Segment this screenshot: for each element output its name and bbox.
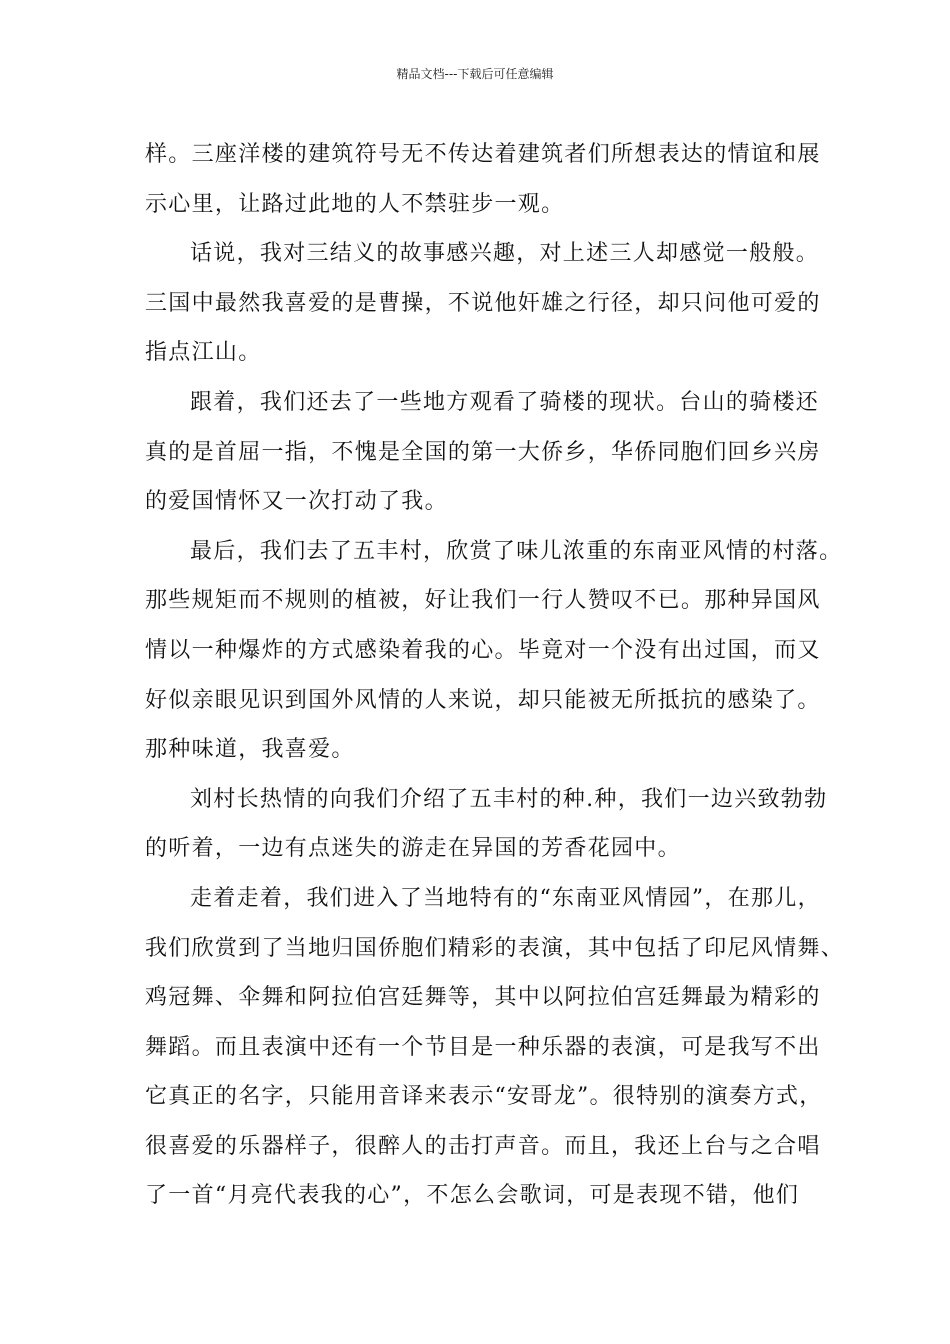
- text-line: 样。三座洋楼的建筑符号无不传达着建筑者们所想表达的情谊和展: [145, 142, 821, 167]
- text-line: 很喜爱的乐器样子，很醉人的击打声音。而且，我还上台与之合唱: [145, 1133, 821, 1159]
- text-line: 真的是首屈一指，不愧是全国的第一大侨乡，华侨同胞们回乡兴房: [145, 439, 821, 465]
- text-line: 那种味道，我喜爱。: [145, 737, 355, 763]
- text-line: 了一首“月亮代表我的心”，不怎么会歌词，可是表现不错，他们: [145, 1183, 800, 1209]
- text-line: 那些规矩而不规则的植被，好让我们一行人赞叹不已。那种异国风: [145, 588, 821, 614]
- text-line: 话说，我对三结义的故事感兴趣，对上述三人却感觉一般般。: [190, 241, 820, 267]
- text-line: 跟着，我们还去了一些地方观看了骑楼的现状。台山的骑楼还: [190, 389, 820, 415]
- text-line: 情以一种爆炸的方式感染着我的心。毕竟对一个没有出过国，而又: [145, 637, 821, 663]
- text-line: 的爱国情怀又一次打动了我。: [145, 489, 448, 515]
- text-line: 三国中最然我喜爱的是曹操，不说他奸雄之行径，却只问他可爱的: [145, 290, 821, 316]
- document-body: [145, 130, 845, 1221]
- text-line: 好似亲眼见识到国外风情的人来说，却只能被无所抵抗的感染了。: [145, 687, 821, 713]
- text-line: 最后，我们去了五丰村，欣赏了味儿浓重的东南亚风情的村落。: [190, 538, 843, 564]
- text-line: 舞蹈。而且表演中还有一个节目是一种乐器的表演，可是我写不出: [145, 1034, 821, 1060]
- text-line: 鸡冠舞、伞舞和阿拉伯宫廷舞等，其中以阿拉伯宫廷舞最为精彩的: [145, 985, 821, 1011]
- text-line: 指点江山。: [145, 340, 262, 366]
- page-header: 精品文档---下载后可任意编辑: [396, 67, 554, 81]
- text-line: 示心里，让路过此地的人不禁驻步一观。: [145, 191, 565, 217]
- text-line: 的听着，一边有点迷失的游走在异国的芳香花园中。: [145, 836, 681, 862]
- text-line: 刘村长热情的向我们介绍了五丰村的种.种，我们一边兴致勃勃: [190, 786, 828, 812]
- text-line: 我们欣赏到了当地归国侨胞们精彩的表演，其中包括了印尼风情舞、: [145, 935, 845, 961]
- text-line: 走着走着，我们进入了当地特有的“东南亚风情园”，在那儿，: [190, 885, 821, 911]
- text-line: 它真正的名字，只能用音译来表示“安哥龙”。很特别的演奏方式，: [145, 1084, 823, 1110]
